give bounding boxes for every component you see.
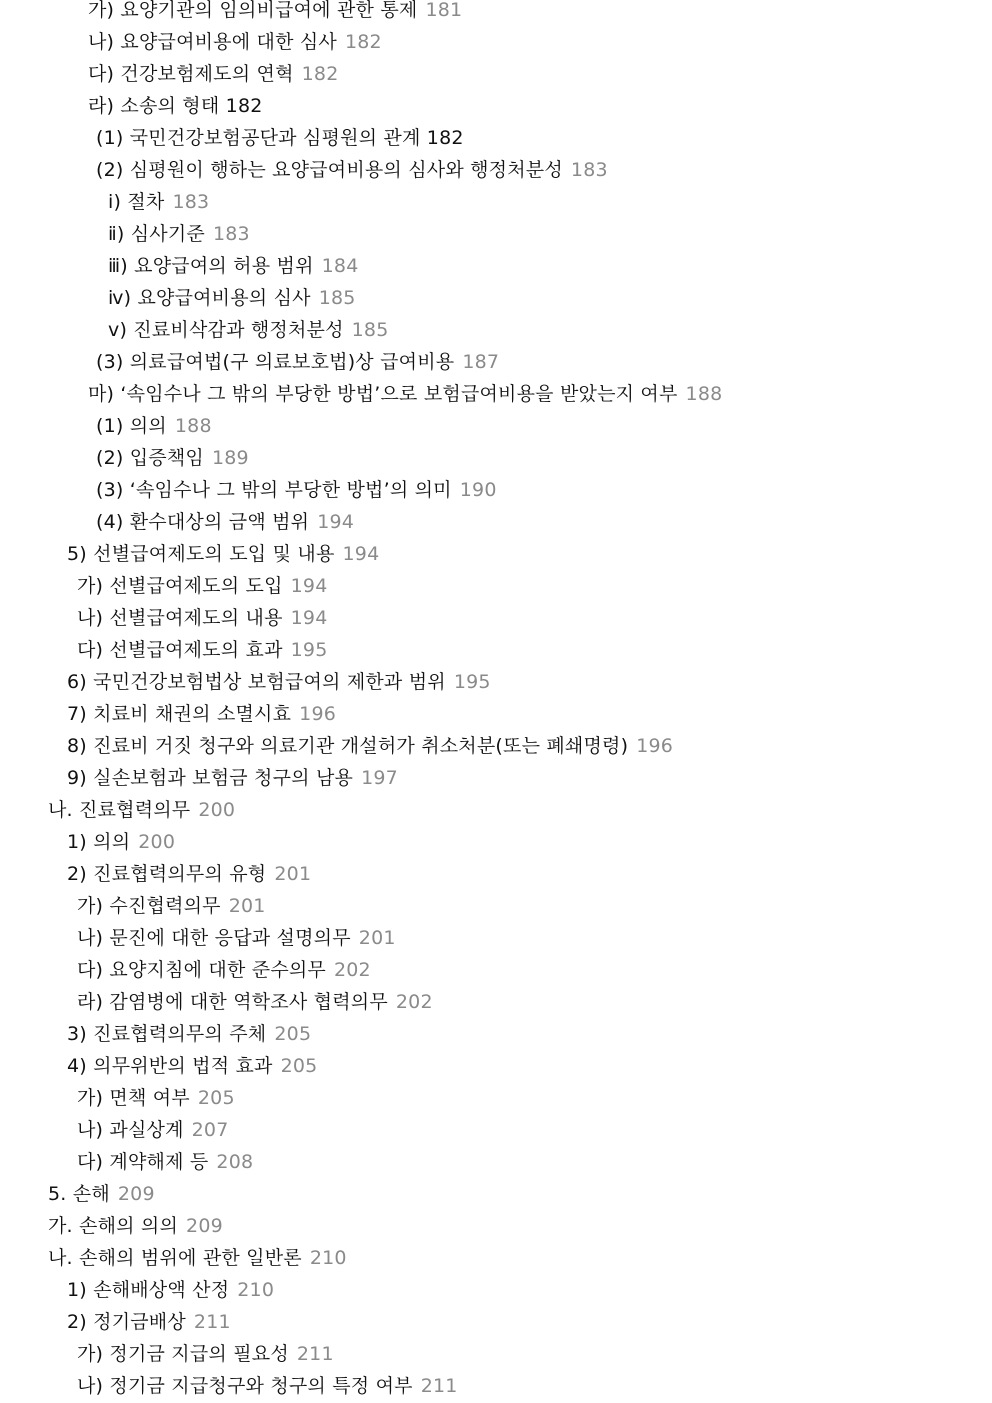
toc-entry-page-number: 185: [351, 319, 389, 341]
toc-entry-title: 3) 진료협력의무의 주체: [67, 1023, 267, 1045]
toc-entry: [0, 1050, 992, 1082]
toc-entry-title: 1) 의의: [67, 831, 131, 853]
toc-entry-page-number: 194: [317, 511, 355, 533]
toc-entry-title: (2) 입증책임: [96, 447, 204, 469]
toc-entry-page-number: 185: [318, 287, 356, 309]
toc-entry-page-number: 211: [296, 1343, 334, 1365]
toc-entry: [0, 666, 992, 698]
toc-entry-title: 7) 치료비 채권의 소멸시효: [67, 703, 292, 725]
toc-entry-page-number: 188: [174, 415, 212, 437]
toc-entry: [0, 1082, 992, 1114]
toc-entry: [0, 1178, 992, 1210]
toc-entry: [0, 1306, 992, 1338]
toc-entry-title: ⅰ) 절차: [108, 191, 165, 213]
toc-entry-title: 다) 계약해제 등: [77, 1151, 209, 1173]
toc-entry-title: ⅱ) 심사기준: [108, 223, 205, 245]
toc-entry: [0, 538, 992, 570]
toc-entry-page-number: 202: [333, 959, 371, 981]
toc-entry-title: 나. 손해의 범위에 관한 일반론: [48, 1247, 302, 1269]
toc-entry-title: 4) 의무위반의 법적 효과: [67, 1055, 273, 1077]
toc-entry-title: 마) ‘속임수나 그 밖의 부당한 방법’으로 보험급여비용을 받았는지 여부: [88, 383, 678, 405]
toc-entry: [0, 1146, 992, 1178]
toc-entry-page-number: 205: [274, 1023, 312, 1045]
toc-entry-title: 8) 진료비 거짓 청구와 의료기관 개설허가 취소처분(또는 폐쇄명령): [67, 735, 629, 757]
toc-entry-title: 나. 진료협력의무: [48, 799, 191, 821]
toc-entry: [0, 250, 992, 282]
toc-entry-title: 나) 문진에 대한 응답과 설명의무: [77, 927, 351, 949]
toc-entry: [0, 1370, 992, 1402]
toc-entry-page-number: 202: [395, 991, 433, 1013]
toc-entry: [0, 314, 992, 346]
toc-entry-title: 가) 선별급여제도의 도입: [77, 575, 283, 597]
toc-entry-page-number: 183: [212, 223, 250, 245]
toc-entry: [0, 506, 992, 538]
toc-entry: [0, 218, 992, 250]
toc-entry-page-number: 205: [197, 1087, 235, 1109]
toc-entry-title: 2) 정기금배상: [67, 1311, 186, 1333]
toc-entry-page-number: 183: [570, 159, 608, 181]
toc-entry-title: 다) 요양지침에 대한 준수의무: [77, 959, 326, 981]
toc-entry-page-number: 211: [193, 1311, 231, 1333]
toc-entry-page-number: 208: [216, 1151, 254, 1173]
toc-entry: [0, 346, 992, 378]
toc-entry: [0, 986, 992, 1018]
toc-entry-page-number: 197: [361, 767, 398, 789]
toc-entry-page-number: 210: [237, 1279, 275, 1301]
toc-entry-page-number: 182: [344, 31, 382, 53]
toc-entry: [0, 826, 992, 858]
toc-entry: [0, 922, 992, 954]
toc-entry-page-number: 183: [172, 191, 210, 213]
toc-entry-page-number: 189: [211, 447, 249, 469]
toc-entry-title: (3) 의료급여법(구 의료보호법)상 급여비용: [96, 351, 455, 373]
toc-entry-page-number: 207: [191, 1119, 229, 1141]
toc-entry: [0, 1242, 992, 1274]
toc-entry-page-number: 195: [290, 639, 328, 661]
toc-entry: [0, 1114, 992, 1146]
toc-entry-title: 가) 수진협력의무: [77, 895, 221, 917]
toc-entry-title: (1) 국민건강보험공단과 심평원의 관계 182: [96, 127, 464, 149]
toc-entry: [0, 858, 992, 890]
toc-entry: [0, 154, 992, 186]
toc-entry: [0, 122, 992, 154]
toc-entry: [0, 570, 992, 602]
toc-entry-title: 9) 실손보험과 보험금 청구의 남용: [67, 767, 354, 789]
toc-entry: [0, 634, 992, 666]
toc-entry-page-number: 209: [117, 1183, 155, 1205]
toc-entry-title: 5. 손해: [48, 1183, 110, 1205]
toc-entry: [0, 442, 992, 474]
toc-entry-title: (2) 심평원이 행하는 요양급여비용의 심사와 행정처분성: [96, 159, 563, 181]
toc-entry-page-number: 200: [198, 799, 236, 821]
toc-entry-page-number: 188: [685, 383, 723, 405]
toc-entry-page-number: 182: [301, 63, 339, 85]
toc-entry-title: 가. 손해의 의의: [48, 1215, 179, 1237]
toc-entry: [0, 1274, 992, 1306]
toc-entry: [0, 410, 992, 442]
toc-entry-title: 2) 진료협력의무의 유형: [67, 863, 267, 885]
toc-entry-title: (3) ‘속임수나 그 밖의 부당한 방법’의 의미: [96, 479, 452, 501]
toc-entry-page-number: 209: [186, 1215, 223, 1237]
toc-entry: [0, 698, 992, 730]
toc-entry-title: 가) 요양기관의 임의비급여에 관한 통제: [88, 0, 418, 21]
toc-entry-page-number: 181: [425, 0, 463, 21]
toc-entry: [0, 794, 992, 826]
toc-entry-page-number: 194: [290, 575, 328, 597]
toc-entry: [0, 1210, 992, 1242]
toc-entry: [0, 186, 992, 218]
toc-entry-title: 5) 선별급여제도의 도입 및 내용: [67, 543, 335, 565]
toc-entry: [0, 474, 992, 506]
toc-entry-page-number: 190: [459, 479, 497, 501]
toc-entry-page-number: 201: [274, 863, 312, 885]
toc-entry-title: 1) 손해배상액 산정: [67, 1279, 230, 1301]
toc-entry: [0, 0, 992, 26]
toc-entry: [0, 282, 992, 314]
toc-entry-title: (4) 환수대상의 금액 범위: [96, 511, 310, 533]
toc-entry-title: 다) 선별급여제도의 효과: [77, 639, 283, 661]
toc-entry: [0, 602, 992, 634]
toc-entry-page-number: 211: [420, 1375, 458, 1397]
toc-entry-title: 나) 과실상계: [77, 1119, 184, 1141]
toc-entry-page-number: 205: [280, 1055, 318, 1077]
toc-entry-title: 나) 요양급여비용에 대한 심사: [88, 31, 337, 53]
toc-entry: [0, 730, 992, 762]
toc-entry-title: 나) 선별급여제도의 내용: [77, 607, 283, 629]
toc-entry-page-number: 201: [358, 927, 396, 949]
toc-entry: [0, 378, 992, 410]
toc-entry-title: 6) 국민건강보험법상 보험급여의 제한과 범위: [67, 671, 446, 693]
toc-entry: [0, 1018, 992, 1050]
toc-entry-title: ⅴ) 진료비삭감과 행정처분성: [108, 319, 344, 341]
toc-entry: [0, 1338, 992, 1370]
toc-entry-page-number: 184: [321, 255, 359, 277]
toc-entry-title: (1) 의의: [96, 415, 167, 437]
toc-entry-title: 나) 정기금 지급청구와 청구의 특정 여부: [77, 1375, 413, 1397]
toc-entry-page-number: 194: [290, 607, 328, 629]
toc-entry-page-number: 196: [299, 703, 337, 725]
toc-entry-title: ⅳ) 요양급여비용의 심사: [108, 287, 311, 309]
toc-entry-title: 라) 감염병에 대한 역학조사 협력의무: [77, 991, 388, 1013]
toc-entry: [0, 90, 992, 122]
toc-entry-title: ⅲ) 요양급여의 허용 범위: [108, 255, 314, 277]
toc-entry-page-number: 187: [462, 351, 500, 373]
toc-entry: [0, 58, 992, 90]
toc-entry-page-number: 195: [453, 671, 491, 693]
toc-entry-title: 가) 면책 여부: [77, 1087, 190, 1109]
toc-entry-page-number: 210: [309, 1247, 347, 1269]
toc-entry-title: 라) 소송의 형태 182: [88, 95, 263, 117]
toc-entry: [0, 26, 992, 58]
toc-entry-page-number: 200: [138, 831, 176, 853]
toc-entry: [0, 890, 992, 922]
toc-entry-page-number: 196: [636, 735, 674, 757]
toc-entry-title: 가) 정기금 지급의 필요성: [77, 1343, 289, 1365]
toc-entry-title: 다) 건강보험제도의 연혁: [88, 63, 294, 85]
toc-entry: [0, 762, 992, 794]
toc-entry-page-number: 201: [228, 895, 266, 917]
toc-entry: [0, 954, 992, 986]
toc-entry-page-number: 194: [342, 543, 380, 565]
